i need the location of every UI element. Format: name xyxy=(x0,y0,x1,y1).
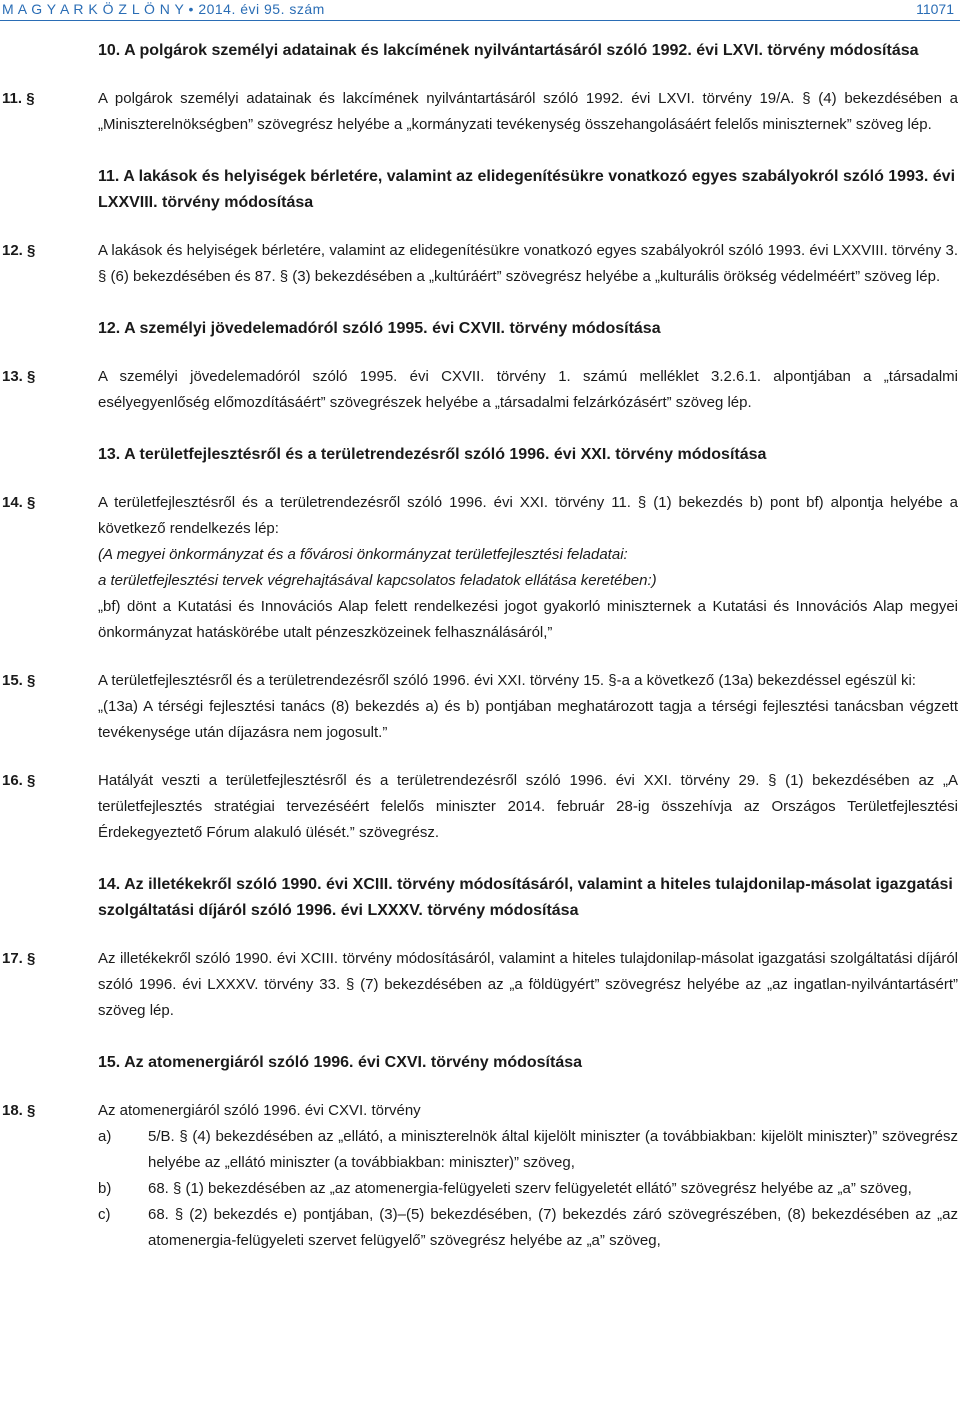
paragraph-number: 11. § xyxy=(2,90,35,107)
paragraph-number: 18. § xyxy=(2,1102,36,1119)
journal-title: M A G Y A R K Ö Z L Ö N Y • 2014. évi 95. szám xyxy=(2,1,325,17)
paragraph-number: 17. § xyxy=(2,950,36,967)
paragraph-number: 12. § xyxy=(2,242,36,259)
item-letter: a) xyxy=(98,1128,112,1145)
list-item xyxy=(98,1124,958,1176)
paragraph xyxy=(0,768,960,846)
paragraph xyxy=(0,946,960,1024)
list-item xyxy=(98,1202,958,1254)
paragraph-number: 15. § xyxy=(2,672,36,689)
paragraph-number: 13. § xyxy=(2,368,36,385)
quoted-provision: „(13a) A térségi fejlesztési tanács (8) bekezdés a) és b) pontjában meghatározott tagja a térségi fejlesztési tanácsban végzett tevékenysége után díjazásra nem jogosult.” xyxy=(98,698,958,741)
paragraph-text: Az atomenergiáról szóló 1996. évi CXVI. törvény xyxy=(98,1102,421,1119)
item-text: 68. § (2) bekezdés e) pontjában, (3)–(5) bekezdésében, (7) bekezdés záró szövegrészében, (8) bekezdésében az „az atomenergia-felügyeleti szervet felügyelő” szövegrész helyébe az „a” szöveg, xyxy=(148,1206,958,1249)
page-number: 11071 xyxy=(916,1,954,17)
paragraph xyxy=(0,1098,960,1124)
item-text: 68. § (1) bekezdésében az „az atomenergia-felügyeleti szerv felügyeletét ellátó” szövegrész helyébe az „a” szöveg, xyxy=(148,1180,912,1197)
list-item xyxy=(98,1176,958,1202)
paragraph-text: Hatályát veszti a területfejlesztésről és a területrendezésről szóló 1996. évi XXI. törvény 29. § (1) bekezdésében az „A területfejlesztés stratégiai tervezéséért felelős miniszter 2014. február 28-ig összehívja az Országos Területfejlesztési Érdekegyeztető Fórum alakuló ülését.” szövegrész. xyxy=(98,772,958,841)
paragraph-number: 14. § xyxy=(2,494,36,511)
paragraph-text: A területfejlesztésről és a területrendezésről szóló 1996. évi XXI. törvény 15. §-a a következő (13a) bekezdéssel egészül ki: xyxy=(98,672,916,689)
item-letter: b) xyxy=(98,1180,112,1197)
paragraph-text: A területfejlesztésről és a területrendezésről szóló 1996. évi XXI. törvény 11. § (1) bekezdés b) pont bf) alpontja helyébe a következő rendelkezés lép: xyxy=(98,494,958,537)
context-text: a területfejlesztési tervek végrehajtásával kapcsolatos feladatok ellátása keretében:) xyxy=(98,572,657,589)
paragraph xyxy=(0,86,960,138)
item-text: 5/B. § (4) bekezdésében az „ellátó, a miniszterelnök által kijelölt miniszter (a továbbiakban: kijelölt miniszter)” szövegrész helyébe az „ellátó miniszter (a továbbiakban: miniszter)” szöveg, xyxy=(148,1128,958,1171)
quoted-provision: „bf) dönt a Kutatási és Innovációs Alap felett rendelkezési jogot gyakorló miniszternek a Kutatási és Innovációs Alap megyei önkormányzat hatáskörébe utalt pénzeszközeinek felhasználásáról,” xyxy=(98,598,958,641)
paragraph-number: 16. § xyxy=(2,772,36,789)
item-letter: c) xyxy=(98,1206,111,1223)
section-title: 15. Az atomenergiáról szóló 1996. évi CXVI. törvény módosítása xyxy=(98,1054,583,1071)
page-header xyxy=(0,0,960,21)
paragraph xyxy=(0,238,960,290)
paragraph xyxy=(0,364,960,416)
paragraph-text: A polgárok személyi adatainak és lakcímének nyilvántartásáról szóló 1992. évi LXVI. törvény 19/A. § (4) bekezdésében a „Miniszterelnökségben” szövegrész helyébe a „kormányzati tevékenység összehangolásáért felelős miniszternek” szöveg lép. xyxy=(98,90,958,133)
paragraph xyxy=(0,668,960,746)
section-title: 14. Az illetékekről szóló 1990. évi XCIII. törvény módosításáról, valamint a hiteles tulajdonilap-másolat igazgatási szolgáltatási díjáról szóló 1996. évi LXXXV. törvény módosítása xyxy=(98,876,953,919)
section-title: 12. A személyi jövedelemadóról szóló 1995. évi CXVII. törvény módosítása xyxy=(98,320,661,337)
section-title: 10. A polgárok személyi adatainak és lakcímének nyilvántartásáról szóló 1992. évi LXVI. törvény módosítása xyxy=(98,42,919,59)
document-body xyxy=(0,38,960,1254)
paragraph xyxy=(0,490,960,646)
section-title: 13. A területfejlesztésről és a területrendezésről szóló 1996. évi XXI. törvény módosítása xyxy=(98,446,767,463)
context-text: (A megyei önkormányzat és a fővárosi önkormányzat területfejlesztési feladatai: xyxy=(98,546,628,563)
paragraph-text: Az illetékekről szóló 1990. évi XCIII. törvény módosításáról, valamint a hiteles tulajdonilap-másolat igazgatási szolgáltatási díjáról szóló 1996. évi LXXXV. törvény 33. § (7) bekezdésében az „a földügyért” szövegrész helyébe az „az ingatlan-nyilvántartásért” szöveg lép. xyxy=(98,950,958,1019)
paragraph-text: A lakások és helyiségek bérletére, valamint az elidegenítésükre vonatkozó egyes szabályokról szóló 1993. évi LXXVIII. törvény 3. § (6) bekezdésében és 87. § (3) bekezdésében a „kultúráért” szövegrész helyébe a „kulturális örökség védelméért” szöveg lép. xyxy=(98,242,958,285)
section-title: 11. A lakások és helyiségek bérletére, valamint az elidegenítésükre vonatkozó egyes szabályokról szóló 1993. évi LXXVIII. törvény módosítása xyxy=(98,168,956,211)
paragraph-text: A személyi jövedelemadóról szóló 1995. évi CXVII. törvény 1. számú melléklet 3.2.6.1. alpontjában a „társadalmi esélyegyenlőség előmozdításáért” szövegrészek helyébe a „társadalmi felzárkózásért” szöveg lép. xyxy=(98,368,958,411)
